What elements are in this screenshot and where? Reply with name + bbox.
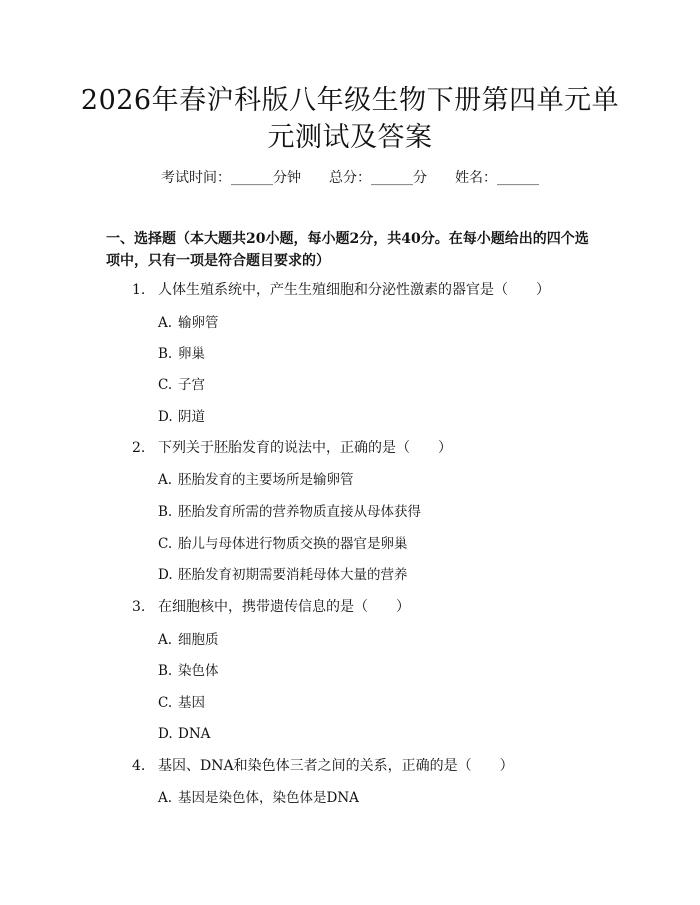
option-letter: B. — [158, 663, 173, 679]
option-3d — [158, 724, 638, 744]
section-header-line-2: 项中，只有一项是符合题目要求的） — [106, 253, 330, 269]
question-number: 2. — [132, 440, 146, 456]
option-text: 卵巢 — [178, 346, 205, 362]
option-text: 细胞质 — [178, 632, 219, 648]
option-letter: D. — [158, 567, 173, 583]
option-3a — [158, 630, 638, 650]
question-text: 人体生殖系统中，产生生殖细胞和分泌性激素的器官是（ ） — [158, 282, 550, 298]
question-2 — [132, 438, 652, 458]
option-letter: A. — [158, 315, 173, 331]
option-2a — [158, 470, 638, 490]
question-text: 下列关于胚胎发育的说法中，正确的是（ ） — [158, 440, 452, 456]
question-4 — [132, 756, 652, 776]
option-letter: C. — [158, 377, 173, 393]
option-text: 染色体 — [178, 663, 219, 679]
student-name-field: 姓名：______ — [455, 170, 539, 186]
option-letter: A. — [158, 632, 173, 648]
option-letter: D. — [158, 409, 173, 425]
question-number: 4. — [132, 758, 146, 774]
option-text: 基因 — [178, 695, 205, 711]
total-score-field: 总分：______分 — [329, 170, 427, 186]
option-1c — [158, 375, 638, 395]
option-letter: D. — [158, 726, 173, 742]
option-1d — [158, 407, 638, 427]
question-text: 基因、DNA和染色体三者之间的关系，正确的是（ ） — [158, 758, 514, 774]
option-text: 基因是染色体，染色体是DNA — [178, 790, 359, 806]
option-text: 胎儿与母体进行物质交换的器官是卵巢 — [178, 536, 408, 552]
question-number: 1. — [132, 282, 146, 298]
option-4a — [158, 788, 638, 808]
option-text: 胚胎发育初期需要消耗母体大量的营养 — [178, 567, 408, 583]
option-1a — [158, 313, 638, 333]
option-letter: A. — [158, 472, 173, 488]
option-letter: C. — [158, 695, 173, 711]
option-1b — [158, 344, 638, 364]
option-text: 胚胎发育所需的营养物质直接从母体获得 — [178, 504, 421, 520]
exam-time-field: 考试时间：______分钟 — [161, 170, 301, 186]
section-header-line-1: 一、选择题（本大题共20小题，每小题2分，共40分。在每小题给出的四个选 — [106, 231, 589, 247]
option-2b — [158, 502, 638, 522]
question-3 — [132, 597, 652, 617]
page-title-line-1: 2026年春沪科版八年级生物下册第四单元单 — [80, 85, 620, 116]
option-2c — [158, 534, 638, 554]
option-letter: C. — [158, 536, 173, 552]
question-1 — [132, 280, 652, 300]
option-text: 阴道 — [178, 409, 205, 425]
option-text: 输卵管 — [178, 315, 219, 331]
exam-meta-row — [0, 168, 700, 188]
option-letter: B. — [158, 346, 173, 362]
option-letter: B. — [158, 504, 173, 520]
option-3c — [158, 693, 638, 713]
page-title-line-2: 元测试及答案 — [267, 122, 433, 153]
option-letter: A. — [158, 790, 173, 806]
option-text: 胚胎发育的主要场所是输卵管 — [178, 472, 354, 488]
option-3b — [158, 661, 638, 681]
option-text: DNA — [178, 726, 211, 742]
question-text: 在细胞核中，携带遗传信息的是（ ） — [158, 599, 410, 615]
option-2d — [158, 565, 638, 585]
option-text: 子宫 — [178, 377, 205, 393]
question-number: 3. — [132, 599, 146, 615]
